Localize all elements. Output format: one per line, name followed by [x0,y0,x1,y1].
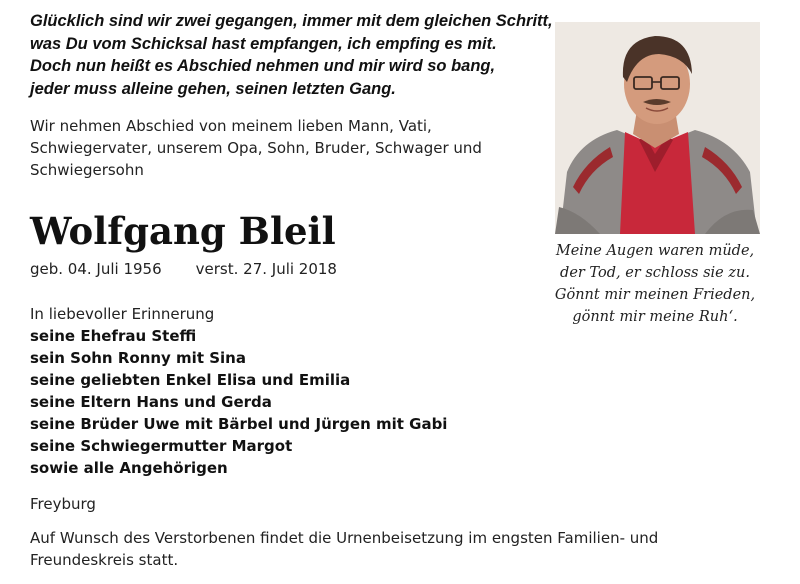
mourner-line: seine geliebten Enkel Elisa und Emilia [30,371,351,389]
intro-line: Wir nehmen Abschied von meinem lieben Mann, Vati, [30,117,432,135]
poem [30,10,570,100]
portrait-illustration [555,22,760,234]
mourner-line: sein Sohn Ronny mit Sina [30,349,246,367]
notice-line: Auf Wunsch des Verstorbenen findet die Urnenbeisetzung im engsten Familien- und [30,529,659,547]
farewell-intro [30,115,530,181]
mourner-line: seine Schwiegermutter Margot [30,437,293,455]
notice-line: Freundeskreis statt. [30,551,179,569]
mourner-line: seine Eltern Hans und Gerda [30,393,272,411]
deceased-name: Wolfgang Bleil [30,209,336,253]
birth-date: geb. 04. Juli 1956 [30,260,162,278]
mourners-list [30,325,447,479]
poem-line: Doch nun heißt es Abschied nehmen und mir wird so bang, [30,57,496,75]
portrait-photo [555,22,760,234]
mourner-line: seine Ehefrau Steffi [30,327,197,345]
place: Freyburg [30,495,96,513]
quote-line: der Tod, er schloss sie zu. [560,265,750,281]
mourner-line: seine Brüder Uwe mit Bärbel und Jürgen mit Gabi [30,415,448,433]
life-dates [30,258,337,280]
farewell-quote [530,240,780,328]
death-date: verst. 27. Juli 2018 [195,260,337,278]
poem-line: jeder muss alleine gehen, seinen letzten Gang. [30,79,396,98]
quote-line: gönnt mir meine Ruh‘. [572,309,738,325]
remembrance-intro: In liebevoller Erinnerung [30,305,215,323]
intro-line: Schwiegersohn [30,161,144,179]
quote-line: Meine Augen waren müde, [555,243,755,259]
mourner-line: sowie alle Angehörigen [30,459,228,477]
burial-notice [30,527,750,571]
poem-line: Glücklich sind wir zwei gegangen, immer mit dem gleichen Schritt, [30,12,553,30]
intro-line: Schwiegervater, unserem Opa, Sohn, Bruder, Schwager und [30,139,482,157]
poem-line: was Du vom Schicksal hast empfangen, ich empfing es mit. [30,34,497,53]
quote-line: Gönnt mir meinen Frieden, [554,287,756,303]
